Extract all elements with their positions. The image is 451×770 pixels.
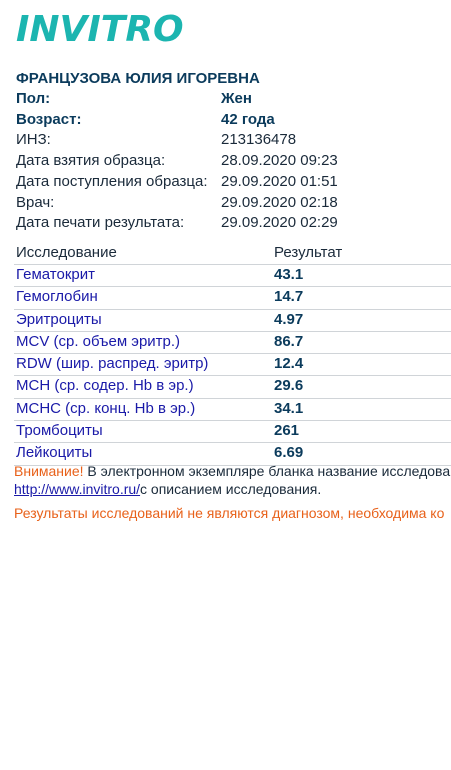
patient-field-value: 28.09.2020 09:23 <box>221 152 338 170</box>
patient-field-row <box>0 173 451 194</box>
results-table-header <box>14 242 451 264</box>
table-row <box>14 375 451 397</box>
patient-field-row <box>0 214 451 235</box>
patient-field-value: 213136478 <box>221 131 297 149</box>
warning-text: В электронном экземпляре бланка название исследова <box>83 463 451 479</box>
patient-field-value: 29.09.2020 01:51 <box>221 172 338 190</box>
study-name[interactable]: Тромбоциты <box>16 422 103 440</box>
invitro-logo: INVITRO <box>16 9 184 50</box>
patient-field-label: Врач: <box>16 193 55 211</box>
table-row <box>14 353 451 375</box>
study-result: 34.1 <box>274 399 304 417</box>
study-name[interactable]: Гемоглобин <box>16 288 98 306</box>
patient-field-label: Дата взятия образца: <box>16 152 166 170</box>
results-table-body <box>14 264 451 466</box>
patient-field-row <box>0 152 451 173</box>
patient-field-row <box>0 111 451 132</box>
table-row <box>14 398 451 420</box>
header-result: Результат <box>274 244 343 261</box>
patient-field-label: ИНЗ: <box>16 131 51 149</box>
patient-name: ФРАНЦУЗОВА ЮЛИЯ ИГОРЕВНА <box>16 70 260 87</box>
patient-field-label: Возраст: <box>16 110 82 128</box>
study-name[interactable]: MCHC (ср. конц. Hb в эр.) <box>16 399 196 417</box>
table-row <box>14 420 451 442</box>
patient-field-row <box>0 90 451 111</box>
study-name[interactable]: MCH (ср. содер. Hb в эр.) <box>16 377 194 395</box>
patient-field-value: 42 года <box>221 110 275 128</box>
table-row <box>14 331 451 353</box>
diagnosis-notice: Результаты исследований не являются диагнозом, необходима ко <box>14 505 445 521</box>
patient-field-value: 29.09.2020 02:18 <box>221 193 338 211</box>
study-result: 12.4 <box>274 355 304 373</box>
study-name[interactable]: MCV (ср. объем эритр.) <box>16 332 181 350</box>
invitro-site-link[interactable]: http://www.invitro.ru/ <box>14 481 141 497</box>
header-study: Исследование <box>16 244 117 261</box>
patient-field-value: 29.09.2020 02:29 <box>221 214 338 232</box>
table-row <box>14 264 451 286</box>
patient-field-label: Пол: <box>16 90 51 107</box>
patient-field-label: Дата печати результата: <box>16 214 185 232</box>
study-name[interactable]: Эритроциты <box>16 310 102 328</box>
table-row <box>14 309 451 331</box>
study-name[interactable]: RDW (шир. распред. эритр) <box>16 355 209 373</box>
study-name[interactable]: Гематокрит <box>16 266 95 283</box>
results-table <box>14 242 451 466</box>
patient-field-value: Жен <box>221 90 252 107</box>
warning-message <box>14 462 451 498</box>
study-result: 261 <box>274 422 300 440</box>
study-result: 86.7 <box>274 332 304 350</box>
warning-after-link: с описанием исследования. <box>140 481 322 497</box>
study-name[interactable]: Лейкоциты <box>16 444 93 462</box>
study-result: 29.6 <box>274 377 304 395</box>
table-row <box>14 286 451 308</box>
study-result: 4.97 <box>274 310 304 328</box>
warning-label: Внимание! <box>14 463 84 479</box>
patient-field-row <box>0 194 451 215</box>
study-result: 6.69 <box>274 444 304 462</box>
patient-field-label: Дата поступления образца: <box>16 172 208 190</box>
study-result: 14.7 <box>274 288 304 306</box>
study-result: 43.1 <box>274 266 304 283</box>
patient-field-row <box>0 131 451 152</box>
